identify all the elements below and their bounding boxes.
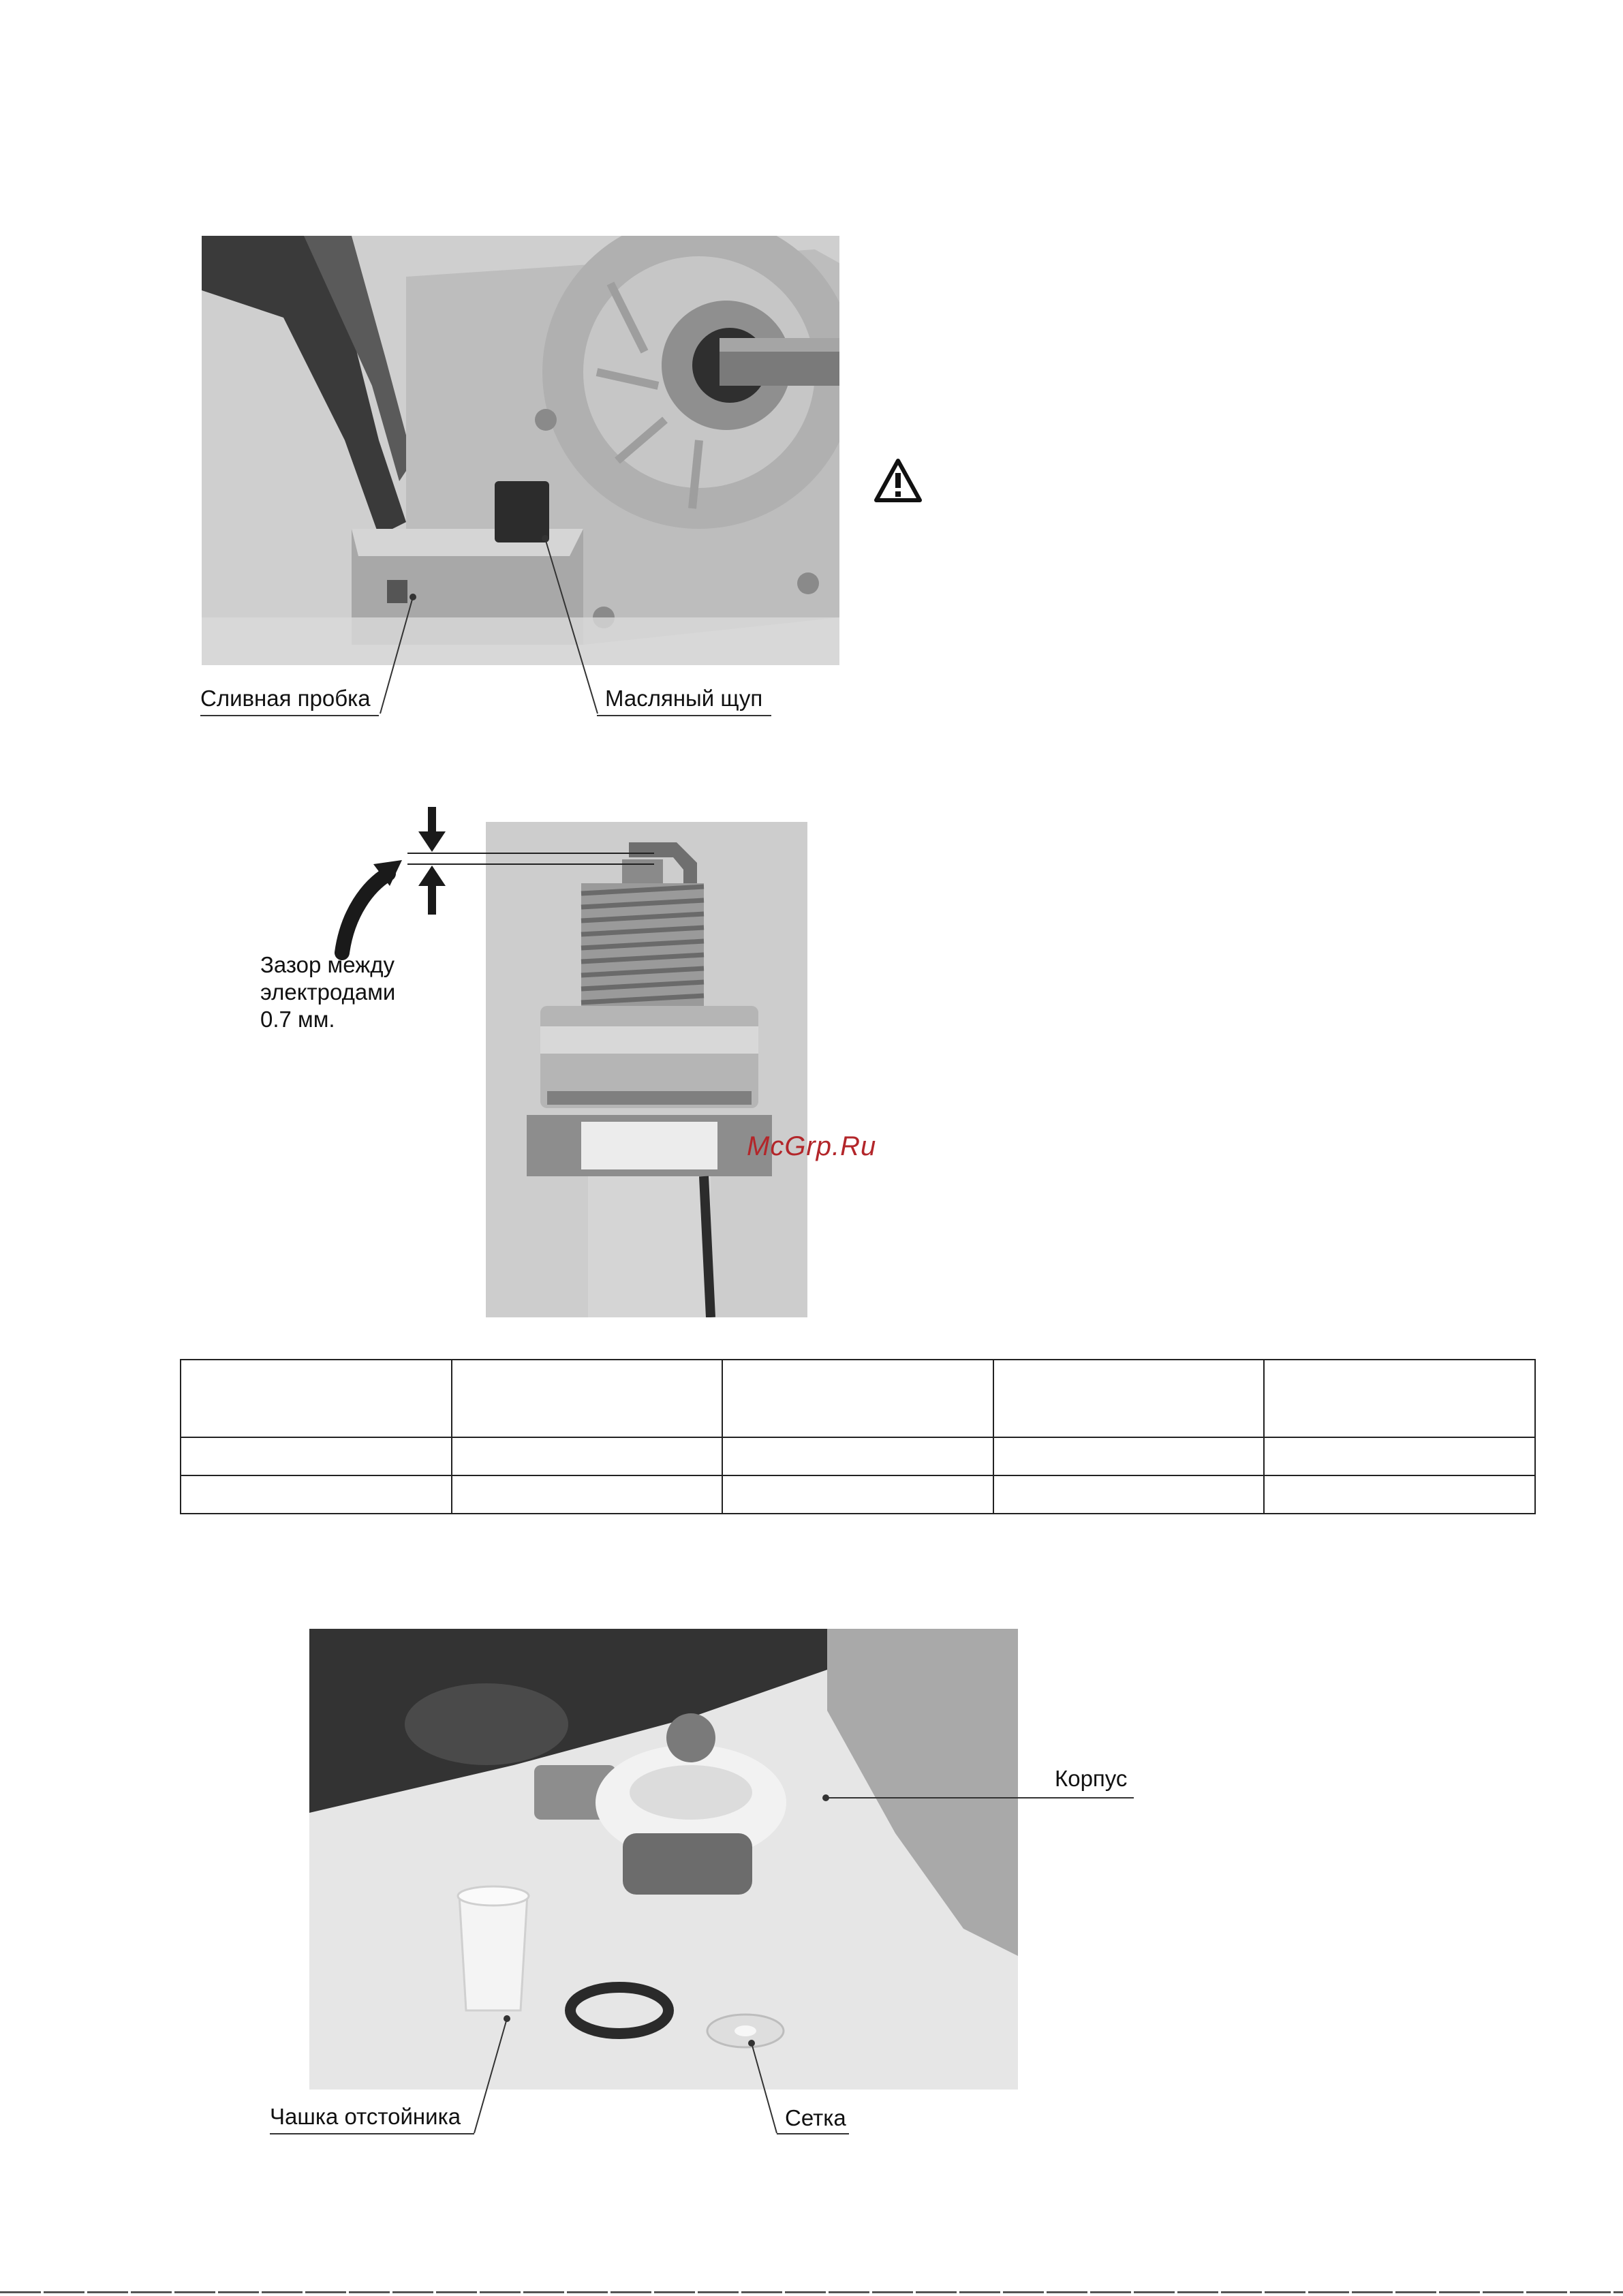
page-bottom-rule bbox=[0, 2291, 1623, 2293]
watermark-text: McGrp.Ru bbox=[747, 1131, 877, 1161]
mesh-underline bbox=[777, 2133, 849, 2134]
gap-label-line1: Зазор между bbox=[260, 952, 395, 977]
bowl-label: Чашка отстойника bbox=[270, 2104, 461, 2129]
body-label: Корпус bbox=[1055, 1766, 1128, 1791]
drain-plug-label: Сливная пробка bbox=[200, 686, 371, 711]
mesh-label: Сетка bbox=[785, 2105, 846, 2130]
gap-label-line2: электродами bbox=[260, 979, 396, 1005]
bowl-underline bbox=[270, 2133, 474, 2134]
gap-label-line3: 0.7 мм. bbox=[260, 1007, 335, 1032]
dipstick-label: Масляный щуп bbox=[605, 686, 763, 711]
